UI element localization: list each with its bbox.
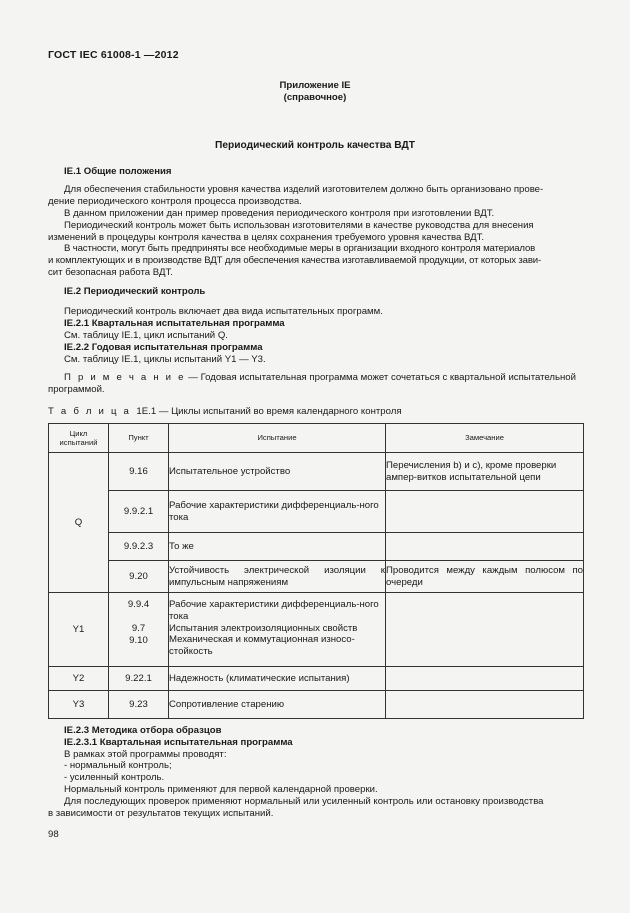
table-row — [49, 453, 584, 491]
paragraph-line: В частности, могут быть предприняты все необходимые меры в организации входного контроля материалов — [64, 243, 536, 254]
test-cell: Рабочие характеристики дифференциаль-ного тока — [169, 491, 386, 533]
table-caption-label: Т а б л и ц а — [48, 406, 132, 417]
remark-cell: Перечисления b) и c), кроме проверки ампер-витков испытательной цепи — [386, 453, 584, 491]
test-cell: Испытательное устройство — [169, 453, 386, 491]
table-row — [49, 691, 584, 719]
test-cell: Надежность (климатические испытания) — [169, 667, 386, 691]
subsection-heading: IE.2.1 Квартальная испытательная программа — [64, 318, 285, 329]
standard-number: ГОСТ IEC 61008-1 —2012 — [48, 49, 179, 61]
item-cell — [109, 593, 169, 667]
header-test: Испытание — [169, 424, 386, 453]
subsection-heading: IE.2.3 Методика отбора образцов — [64, 725, 222, 736]
page-number: 98 — [48, 829, 59, 840]
test-cell: Устойчивость электрической изоляции к импульсным напряжениям — [169, 561, 386, 593]
paragraph-line: в зависимости от результатов текущих испытаний. — [48, 808, 274, 819]
table-row — [49, 593, 584, 667]
cycle-cell: Q — [49, 453, 109, 593]
section-heading-ie1: IE.1 Общие положения — [64, 166, 172, 177]
remark-cell — [386, 491, 584, 533]
cycle-cell: Y2 — [49, 667, 109, 691]
table-caption — [48, 406, 582, 418]
paragraph-line: сит безопасная работа ВДТ. — [48, 267, 173, 278]
document-title: Периодический контроль качества ВДТ — [215, 140, 415, 151]
paragraph-line: В данном приложении дан пример проведения периодического контроля при изготовлении ВДТ. — [64, 208, 495, 219]
table-header-row — [49, 424, 584, 453]
item-value: 9.10 — [129, 634, 148, 646]
item-value: 9.9.4 — [127, 599, 150, 610]
table-caption-text: 1E.1 — Циклы испытаний во время календарного контроля — [136, 406, 402, 417]
paragraph-line: См. таблицу IE.1, цикл испытаний Q. — [64, 330, 228, 341]
item-value: 9.7 — [131, 622, 146, 634]
header-cycle: Цикл испытаний — [49, 424, 109, 453]
paragraph-line: См. таблицу IE.1, циклы испытаний Y1 — Y3. — [64, 354, 266, 365]
header-item: Пункт — [109, 424, 169, 453]
paragraph-line: Для последующих проверок применяют нормальный или усиленный контроль или остановку производства — [64, 796, 544, 807]
paragraph-line: изменений в процедуры контроля качества в целях сохранения требуемого уровня качества ВДТ. — [48, 232, 485, 243]
cycle-cell: Y3 — [49, 691, 109, 719]
table-row — [49, 561, 584, 593]
subsection-heading: IE.2.2 Годовая испытательная программа — [64, 342, 263, 353]
note-line: программой. — [48, 384, 105, 395]
test-cell: То же — [169, 533, 386, 561]
item-cell: 9.20 — [109, 561, 169, 593]
table-row — [49, 533, 584, 561]
test-cycles-table — [48, 423, 584, 719]
note-label: П р и м е ч а н и е — [64, 372, 186, 383]
paragraph-line: дение периодического контроля процесса производства. — [48, 196, 302, 207]
remark-cell — [386, 667, 584, 691]
item-cell: 9.23 — [109, 691, 169, 719]
subsection-heading: IE.2.3.1 Квартальная испытательная программа — [64, 737, 293, 748]
remark-cell — [386, 593, 584, 667]
test-cell: Сопротивление старению — [169, 691, 386, 719]
annex-title: Приложение IE — [279, 80, 351, 91]
test-value: Рабочие характеристики дифференциаль-ного тока — [169, 599, 379, 622]
table-row — [49, 491, 584, 533]
list-item: - усиленный контроль. — [64, 772, 165, 783]
item-cell: 9.9.2.3 — [109, 533, 169, 561]
list-item: - нормальный контроль; — [64, 760, 172, 771]
table-row — [49, 667, 584, 691]
cycle-cell: Y1 — [49, 593, 109, 667]
remark-cell — [386, 691, 584, 719]
note-line — [64, 372, 582, 384]
paragraph-line: Периодический контроль включает два вида испытательных программ. — [64, 306, 383, 317]
note-text: — Годовая испытательная программа может сочетаться с квартальной испытательной — [185, 372, 576, 383]
remark-cell: Проводится между каждым полюсом по очереди — [386, 561, 584, 593]
item-cell: 9.22.1 — [109, 667, 169, 691]
paragraph-line: и комплектующих и в производстве ВДТ для обеспечения качества изготавливаемой продукции, от которых зави- — [48, 255, 542, 266]
section-heading-ie2: IE.2 Периодический контроль — [64, 286, 206, 297]
item-cell: 9.9.2.1 — [109, 491, 169, 533]
annex-subtitle: (справочное) — [283, 92, 347, 103]
remark-cell — [386, 533, 584, 561]
header-remark: Замечание — [386, 424, 584, 453]
test-value: Испытания электроизоляционных свойств — [169, 622, 358, 634]
test-value: Механическая и коммутационная износо-стойкость — [169, 634, 355, 658]
paragraph-line: Периодический контроль может быть использован изготовителями в качестве руководства для внесения — [64, 220, 534, 231]
paragraph-line: Нормальный контроль применяют для первой календарной проверки. — [64, 784, 378, 795]
paragraph-line: Для обеспечения стабильности уровня качества изделий изготовителем должно быть организовано прове- — [64, 184, 544, 195]
item-cell: 9.16 — [109, 453, 169, 491]
test-cell — [169, 593, 386, 667]
paragraph-line: В рамках этой программы проводят: — [64, 749, 227, 760]
